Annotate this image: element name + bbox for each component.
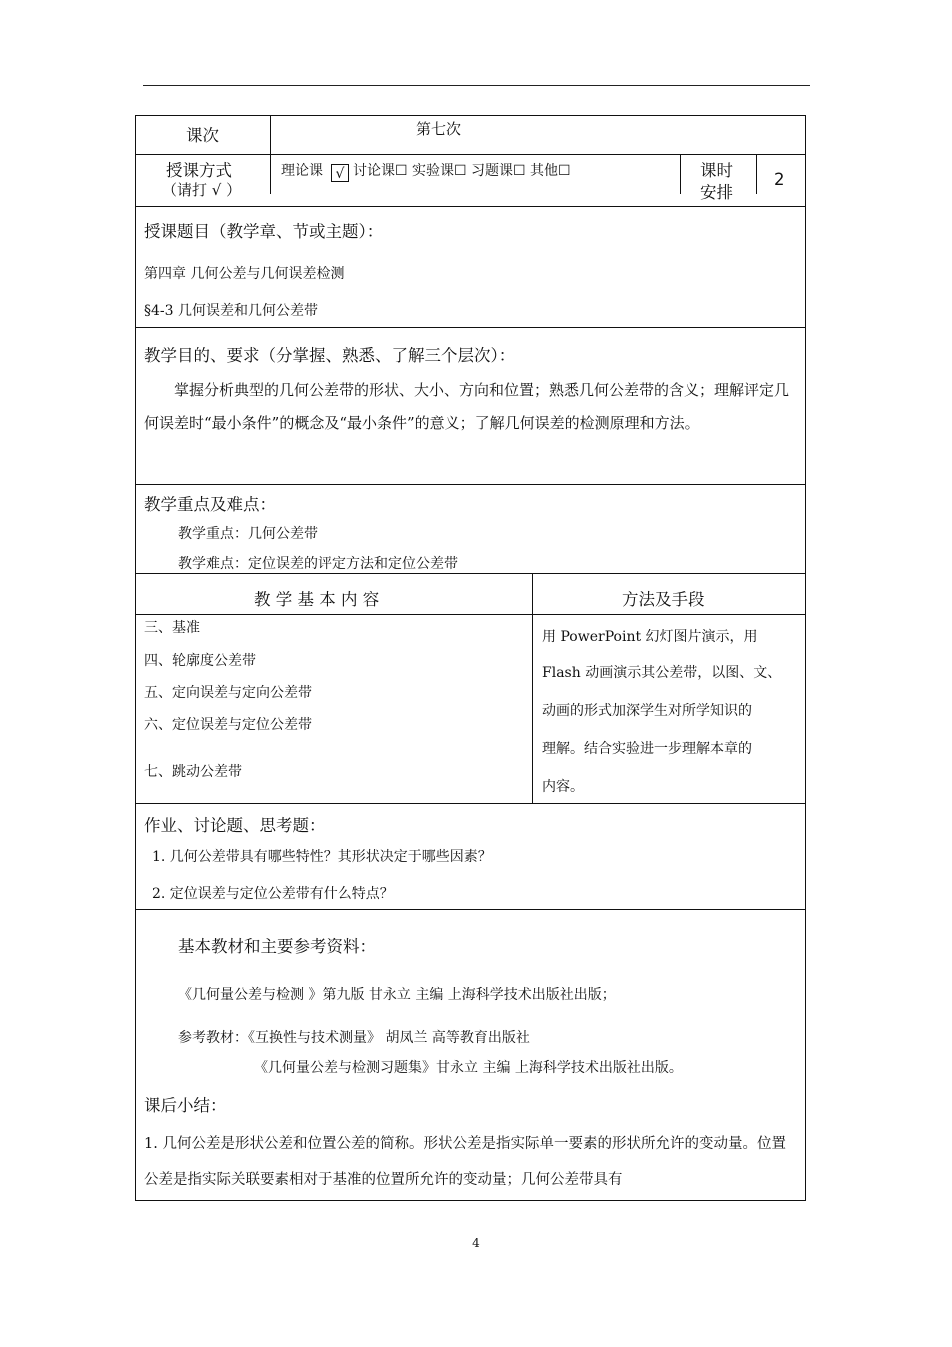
divider bbox=[136, 154, 805, 155]
method-line: Flash 动画演示其公差带，以图、文、 bbox=[542, 665, 782, 681]
homework-item: 2. 定位误差与定位公差带有什么特点？ bbox=[152, 886, 394, 902]
keypoints-heading: 教学重点及难点： bbox=[144, 495, 276, 514]
mode-label-line2: （请打 √ ） bbox=[162, 181, 242, 199]
content-item: 七、跳动公差带 bbox=[144, 764, 242, 780]
divider bbox=[270, 116, 271, 194]
header-rule bbox=[143, 85, 810, 86]
mode-label-line1: 授课方式 bbox=[166, 161, 232, 180]
content-item: 四、轮廓度公差带 bbox=[144, 653, 256, 669]
keypoints-difficulty: 教学难点：定位误差的评定方法和定位公差带 bbox=[178, 556, 458, 572]
hours-value: 2 bbox=[774, 170, 785, 189]
mode-options bbox=[281, 160, 571, 180]
lesson-plan-table bbox=[135, 115, 806, 1201]
content-header: 教 学 基 本 内 容 bbox=[254, 590, 380, 609]
page-number: 4 bbox=[472, 1236, 480, 1250]
method-line: 内容。 bbox=[542, 779, 584, 795]
references-heading: 基本教材和主要参考资料： bbox=[178, 937, 376, 956]
option-others: 讨论课☐ 实验课☐ 习题课☐ 其他☐ bbox=[353, 163, 571, 179]
session-label: 课次 bbox=[186, 126, 219, 145]
topic-heading: 授课题目（教学章、节或主题）： bbox=[144, 222, 384, 241]
content-item: 三、基准 bbox=[144, 620, 200, 636]
option-theory: 理论课 bbox=[281, 163, 323, 179]
topic-section: §4-3 几何误差和几何公差带 bbox=[144, 303, 318, 319]
divider bbox=[136, 909, 805, 910]
keypoints-focus: 教学重点：几何公差带 bbox=[178, 526, 318, 542]
objectives-heading: 教学目的、要求（分掌握、熟悉、了解三个层次）： bbox=[144, 346, 516, 365]
content-item: 五、定向误差与定向公差带 bbox=[144, 685, 312, 701]
summary-text: 1. 几何公差是形状公差和位置公差的简称。形状公差是指实际单一要素的形状所允许的变动量。位置公差是指实际关联要素相对于基准的位置所允许的变动量；几何公差带具有 bbox=[144, 1136, 786, 1188]
method-header: 方法及手段 bbox=[622, 590, 705, 609]
homework-heading: 作业、讨论题、思考题： bbox=[144, 816, 326, 835]
hours-label-line1: 课时 bbox=[700, 161, 733, 180]
divider bbox=[136, 484, 805, 485]
divider bbox=[136, 573, 805, 574]
divider bbox=[136, 206, 805, 207]
references-ref2: 《几何量公差与检测习题集》甘永立 主编 上海科学技术出版社出版。 bbox=[254, 1060, 683, 1076]
session-value: 第七次 bbox=[416, 120, 462, 138]
hours-label-line2: 安排 bbox=[700, 183, 733, 202]
divider bbox=[136, 803, 805, 804]
divider bbox=[756, 154, 757, 194]
references-ref1: 参考教材：《互换性与技术测量》 胡凤兰 高等教育出版社 bbox=[178, 1030, 530, 1046]
references-main: 《几何量公差与检测 》第九版 甘永立 主编 上海科学技术出版社出版； bbox=[178, 987, 616, 1003]
method-line: 理解。结合实验进一步理解本章的 bbox=[542, 741, 752, 757]
divider bbox=[532, 573, 533, 803]
topic-chapter: 第四章 几何公差与几何误差检测 bbox=[144, 266, 345, 282]
divider bbox=[136, 327, 805, 328]
objectives-text: 掌握分析典型的几何公差带的形状、大小、方向和位置；熟悉几何公差带的含义；理解评定几何误差时“最小条件”的概念及“最小条件”的意义；了解几何误差的检测原理和方法。 bbox=[144, 381, 790, 432]
method-line: 动画的形式加深学生对所学知识的 bbox=[542, 703, 752, 719]
summary-heading: 课后小结： bbox=[144, 1096, 227, 1115]
divider bbox=[136, 614, 805, 615]
divider bbox=[680, 154, 681, 194]
content-item: 六、定位误差与定位公差带 bbox=[144, 717, 312, 733]
method-line: 用 PowerPoint 幻灯图片演示，用 bbox=[542, 629, 758, 645]
homework-item: 1. 几何公差带具有哪些特性？其形状决定于哪些因素？ bbox=[152, 849, 492, 865]
theory-checkbox[interactable]: √ bbox=[331, 164, 349, 182]
